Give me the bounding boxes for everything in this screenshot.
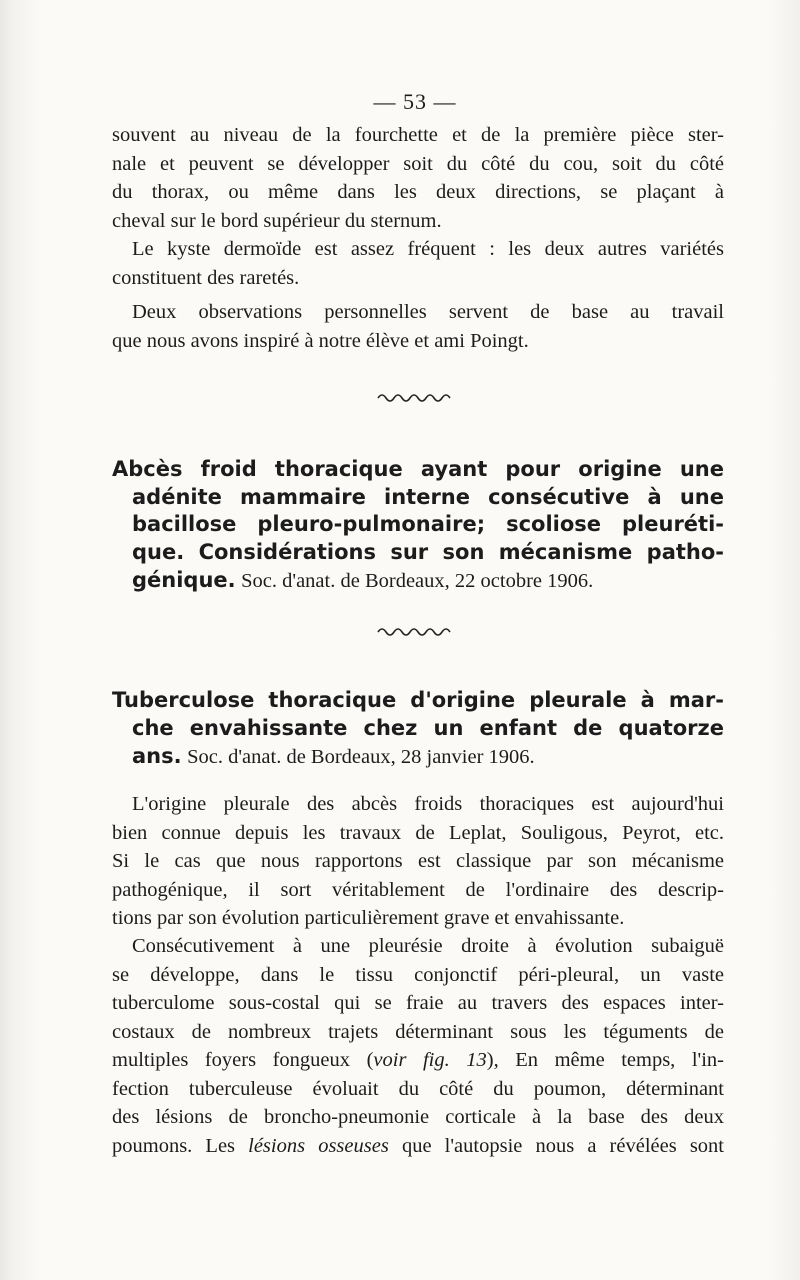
text-line: pathogénique, il sort véritablement de l'ordinaire des descrip- (112, 878, 724, 901)
dermoid-paragraph (112, 235, 724, 292)
text-line: que nous avons inspiré à notre élève et ami Poingt. (112, 329, 529, 352)
text-line: L'origine pleurale des abcès froids thoraciques est aujourd'hui (132, 793, 724, 815)
text-line (112, 1046, 724, 1075)
page-number: — 53 — (373, 89, 457, 114)
text-line: Deux observations personnelles servent de base au travail (132, 301, 724, 323)
title-line: Tuberculose thoracique d'origine pleurale à mar- (112, 688, 724, 712)
text-line: se développe, dans le tissu conjonctif péri-pleural, un vaste (112, 963, 724, 986)
text-line: Le kyste dermoïde est assez fréquent : les deux autres variétés (132, 238, 724, 260)
observations-paragraph (112, 298, 724, 355)
text-fragment: poumons. Les (112, 1134, 249, 1157)
article-heading-abces-froid (112, 456, 724, 596)
text-line: des lésions de broncho-pneumonie corticale à la base des deux (112, 1106, 724, 1128)
text-fragment: multiples foyers fongueux ( (112, 1049, 374, 1071)
text-line (112, 1132, 724, 1161)
text-line: bien connue depuis les travaux de Leplat, Souligous, Peyrot, etc. (112, 821, 724, 844)
article-heading-tuberculose (112, 687, 724, 772)
article-source: Soc. d'anat. de Bordeaux, 22 octobre 1906. (241, 570, 594, 592)
text-fragment: ), En même temps, l'in- (486, 1049, 724, 1071)
title-line: que. Considérations sur son mécanisme patho- (132, 539, 724, 564)
intro-paragraph (112, 121, 724, 235)
title-line: adénite mammaire interne consécutive à une (132, 484, 724, 509)
text-line: tuberculome sous-costal qui se fraie au travers des espaces inter- (112, 992, 724, 1014)
title-line: che envahissante chez un enfant de quatorze (132, 715, 724, 740)
case-paragraph (112, 932, 724, 1160)
text-line: fection tuberculeuse évoluait du côté du poumon, déterminant (112, 1077, 724, 1100)
text-line: Si le cas que nous rapportons est classique par son mécanisme (112, 850, 724, 872)
text-line: tions par son évolution particulièrement grave et envahissante. (112, 907, 625, 929)
title-line-with-source (112, 566, 724, 596)
wavy-ornament (376, 626, 456, 638)
title-line: Abcès froid thoracique ayant pour origine une (112, 457, 724, 481)
text-line: du thorax, ou même dans les deux directions, se plaçant à (112, 181, 724, 203)
title-line: bacillose pleuro-pulmonaire; scoliose pleuréti- (132, 512, 724, 536)
figure-reference: voir fig. 13 (373, 1049, 487, 1071)
text-line: souvent au niveau de la fourchette et de la première pièce ster- (112, 124, 724, 146)
title-line-with-source (112, 742, 724, 772)
title-end: ans. (132, 744, 182, 768)
article-source: Soc. d'anat. de Bordeaux, 28 janvier 1906. (187, 746, 535, 768)
text-line: nale et peuvent se développer soit du côté du cou, soit du côté (112, 152, 724, 175)
origin-paragraph (112, 790, 724, 933)
text-line: cheval sur le bord supérieur du sternum. (112, 209, 442, 232)
wavy-ornament (376, 392, 456, 404)
text-line: constituent des raretés. (112, 266, 300, 289)
text-line: Consécutivement à une pleurésie droite à évolution subaiguë (132, 935, 724, 957)
italic-term: lésions osseuses (248, 1134, 389, 1157)
text-line: costaux de nombreux trajets déterminant sous les téguments de (112, 1020, 724, 1043)
title-end: génique. (132, 568, 236, 592)
text-fragment: que l'autopsie nous a révélées sont (388, 1134, 724, 1157)
